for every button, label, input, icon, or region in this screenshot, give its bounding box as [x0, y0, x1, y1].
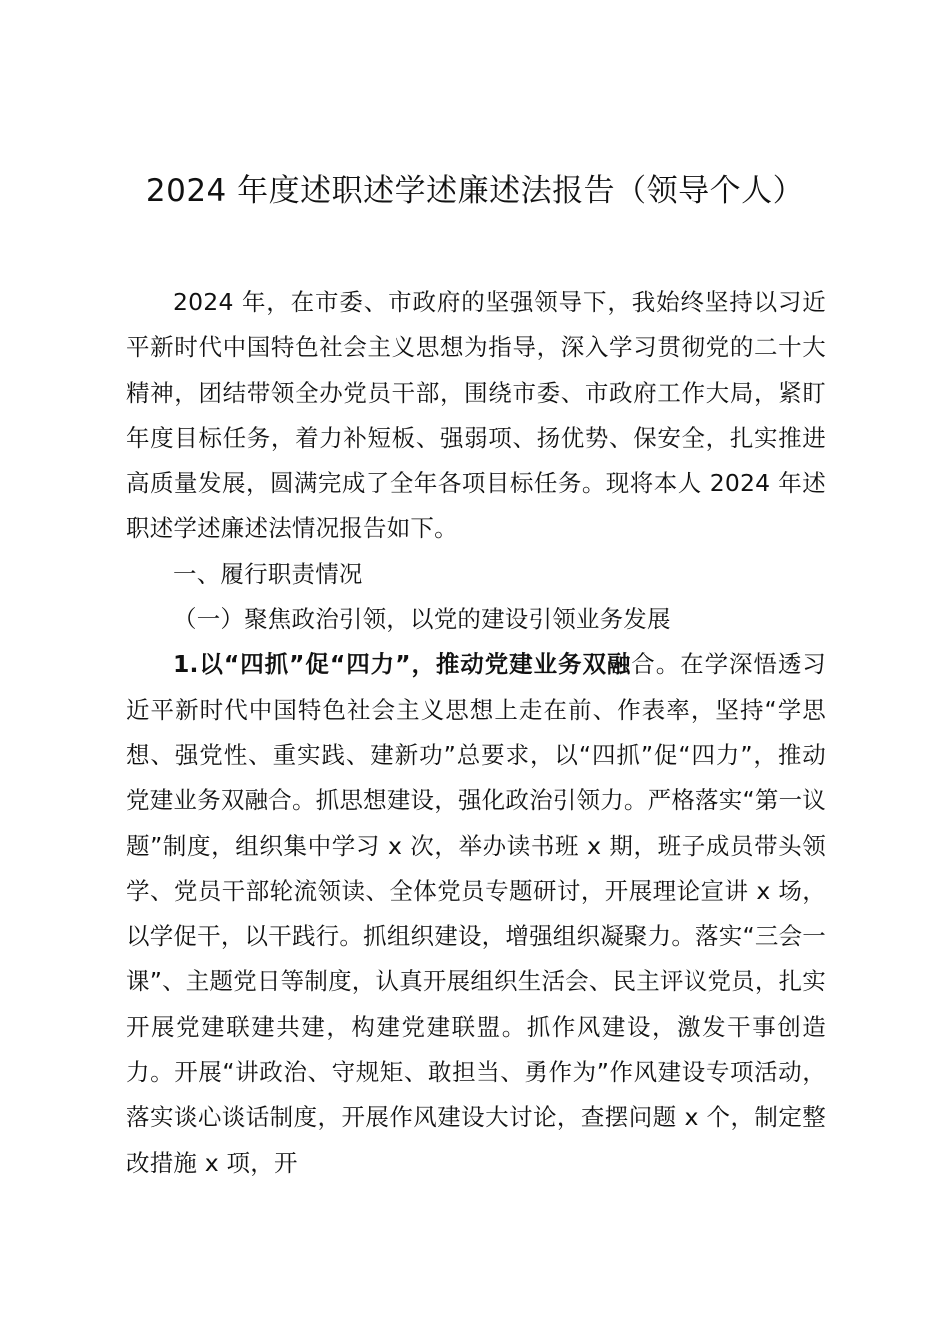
- item-heading: 1.以“四抓”促“四力”，推动党建业务双融: [173, 650, 632, 679]
- item-paragraph: [126, 642, 826, 1186]
- document-title: 2024 年度述职述学述廉述法报告（领导个人）: [145, 173, 805, 209]
- subsection-heading: （一）聚焦政治引领，以党的建设引领业务发展: [173, 605, 671, 634]
- intro-paragraph: 2024 年，在市委、市政府的坚强领导下，我始终坚持以习近平新时代中国特色社会主义思想为指导，深入学习贯彻党的二十大精神，团结带领全办党员干部，围绕市委、市政府工作大局，紧盯年度目标任务，着力补短板、强弱项、扬优势、保安全，扎实推进高质量发展，圆满完成了全年各项目标任务。现将本人 2024 年述职述学述廉述法情况报告如下。: [126, 288, 826, 543]
- section-heading: 一、履行职责情况: [173, 559, 363, 588]
- document-body: [126, 280, 826, 1186]
- item-text: 合。在学深悟透习近平新时代中国特色社会主义思想上走在前、作表率，坚持“学思想、强党性、重实践、建新功”总要求，以“四抓”促“四力”，推动党建业务双融合。抓思想建设，强化政治引领力。严格落实“第一议题”制度，组织集中学习 x 次，举办读书班 x 期，班子成员带头领学、党员干部轮流领读、全体党员专题研讨，开展理论宣讲 x 场，以学促干，以干践行。抓组织建设，增强组织凝聚力。落实“三会一课”、主题党日等制度，认真开展组织生活会、民主评议党员，扎实开展党建联建共建，构建党建联盟。抓作风建设，激发干事创造力。开展“讲政治、守规矩、敢担当、勇作为”作风建设专项活动，落实谈心谈话制度，开展作风建设大讨论，查摆问题 x 个，制定整改措施 x 项，开: [126, 650, 826, 1177]
